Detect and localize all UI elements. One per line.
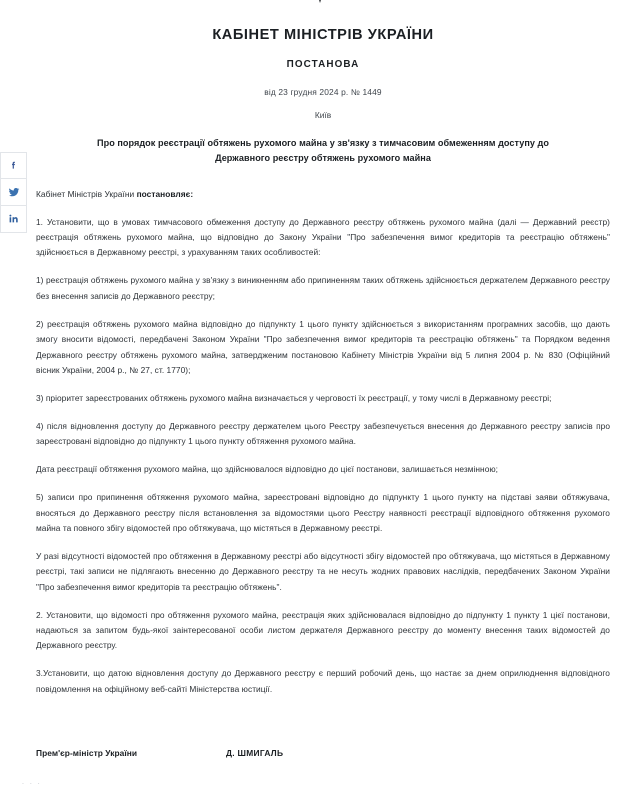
paragraph: 5) записи про припинення обтяження рухомого майна, зареєстровані відповідно до підпункту 1 цього пункту на підставі заяви обтяжувача, вносяться до Державного реєстру після встановлення за відомостями цього Реєстру наявності реєстрації відповідного обтяження рухомого майна та повного збігу відомостей про обтяжувача, що містяться в Державному реєстрі. — [36, 492, 610, 533]
paragraph: Дата реєстрації обтяження рухомого майна, що здійснювалося відповідно до цієї постанови, залишається незмінною; — [36, 464, 499, 475]
intro-prefix: Кабінет Міністрів України — [36, 188, 137, 199]
paragraph: 3) пріоритет зареєстрованих обтяжень рухомого майна визначається у черговості їх реєстрації, у тому числі в Державному реєстрі; — [36, 392, 552, 403]
document-content — [36, 187, 610, 698]
intro-paragraph — [36, 187, 610, 202]
document-date-number: від 23 грудня 2024 р. № 1449 — [264, 87, 382, 98]
document-title: Про порядок реєстрації обтяжень рухомого майна у зв'язку з тимчасовим обмеженням доступу до Державного реєстру обтяжень рухомого майна — [97, 138, 549, 163]
paragraph: 2) реєстрація обтяжень рухомого майна відповідно до підпункту 1 цього пункту здійснюється з використанням програмних засобів, що дають змогу вносити відомості, передбачені Законом України "Про забезпечення вимог кредиторів та реєстрацію обтяжень" та Порядком ведення Державного реєстру обтяжень рухомого майна, затвердженим постановою Кабінету Міністрів України від 5 липня 2004 р. № 830 (Офіційний вісник України, 2004 р., № 27, ст. 1770); — [36, 318, 610, 375]
intro-emphasis: постановляє: — [136, 188, 194, 199]
page-bottom-cutoff: . . . — [22, 779, 42, 786]
paragraph: 4) після відновлення доступу до Державного реєстру держателем цього Реєстру забезпечується внесення до Державного реєстру записів про зареєстровані відповідно до підпункту 1 цього пункту обтяження рухомого майна. — [36, 420, 610, 447]
signature-block — [36, 748, 610, 758]
paragraph: 2. Установити, що відомості про обтяження рухомого майна, реєстрація яких здійснювалася відповідно до підпункту 1 пункту 1 цієї постанови, надаються за запитом будь-якої заінтересованої особи листом держателя Державного реєстру до моменту внесення таких відомостей до Державного реєстру. — [36, 609, 610, 651]
paragraph: 3.Установити, що датою відновлення доступу до Державного реєстру є перший робочий день, що настає за днем оприлюднення відповідного повідомлення на офіційному веб-сайті Міністерства юстиції. — [36, 668, 610, 694]
organization-name: КАБІНЕТ МІНІСТРІВ УКРАЇНИ — [212, 27, 434, 43]
signatory-role: Прем'єр-міністр України — [36, 748, 138, 758]
document-kind: ПОСТАНОВА — [286, 59, 360, 71]
paragraph: У разі відсутності відомостей про обтяження в Державному реєстрі або відсутності збігу відомостей про обтяжувача, що містяться в Державному реєстрі, такі записи не підлягають внесенню до Державного реєстру та не несуть жодних правових наслідків, передбачених Законом України "Про забезпечення вимог кредиторів та реєстрацію обтяжень". — [36, 550, 610, 592]
paragraph: 1. Установити, що в умовах тимчасового обмеження доступу до Державного реєстру обтяжень рухомого майна (далі — Державний реєстр) реєстрація обтяжень рухомого майна, що відповідно до Закону України "Про забезпечення вимог кредиторів та реєстрацію обтяжень" здійснюється в Державному реєстрі, з урахуванням таких особливостей: — [36, 216, 610, 258]
document-city: Київ — [314, 110, 332, 121]
signatory-name: Д. ШМИГАЛЬ — [226, 748, 284, 758]
paragraph: 1) реєстрація обтяжень рухомого майна у зв'язку з виникненням або припиненням таких обтяжень здійснюється держателем Державного реєстру без внесення записів до Державного реєстру; — [36, 275, 610, 301]
